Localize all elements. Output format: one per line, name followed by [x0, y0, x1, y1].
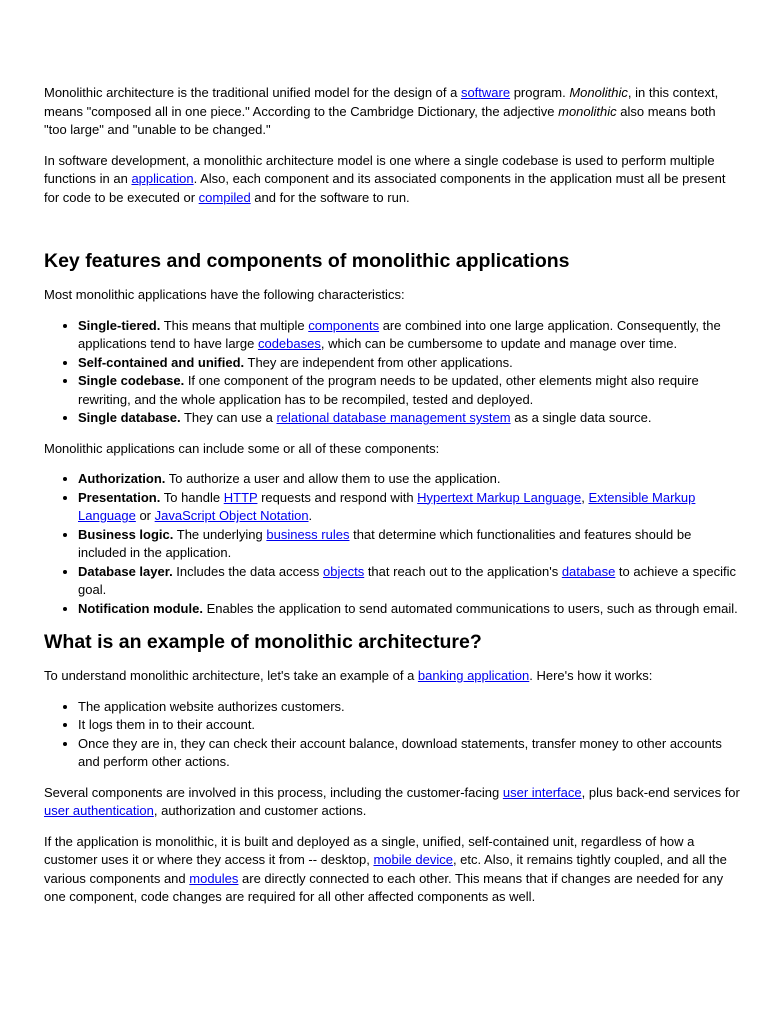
link-software[interactable]: software — [460, 85, 511, 100]
link-business-rules[interactable]: business rules — [266, 526, 350, 542]
link-mobile-device[interactable]: mobile device — [373, 852, 453, 867]
components-intro: Monolithic applications can include some or all of these components: — [44, 440, 440, 456]
example-paragraph-2: If the application is monolithic, it is built and deployed as a single, unified, self-contained unit, regardless of how a customer uses it or where they access it from -- desktop, mobile device, etc. Also, it remains tightly coupled, and all the various components and modules are directly connected to each other. This means that if changes are needed for any one component, code changes are required for all other affected components as well. — [44, 833, 727, 904]
link-codebases[interactable]: codebases — [257, 336, 321, 351]
section-heading-example: What is an example of monolithic architecture? — [44, 631, 482, 653]
list-item: • Business logic. The underlying business rules that determine which functionalities and features should be included in the application. — [78, 526, 740, 563]
components-list — [44, 470, 740, 618]
list-item: • Notification module. Enables the application to send automated communications to users, such as through email. — [78, 600, 740, 619]
list-item: • Single codebase. If one component of the program needs to be updated, other elements might also require rewriting, and the whole application has to be recompiled, tested and deployed. — [78, 372, 740, 409]
link-modules[interactable]: modules — [189, 870, 239, 886]
section-heading-key-features: Key features and components of monolithic applications — [44, 250, 570, 272]
link-html[interactable]: Hypertext Markup Language — [417, 489, 582, 505]
link-http[interactable]: HTTP — [223, 489, 258, 505]
list-item: • Self-contained and unified. They are independent from other applications. — [78, 354, 740, 373]
link-database[interactable]: database — [561, 563, 616, 579]
list-item: • Authorization. To authorize a user and allow them to use the application. — [78, 470, 740, 489]
list-item: • Presentation. To handle HTTP requests and respond with Hypertext Markup Language, Extensible Markup Language or JavaScript Object Notation. — [78, 489, 740, 526]
list-item: • It logs them in to their account. — [78, 716, 740, 735]
link-banking-application[interactable]: banking application — [417, 668, 530, 683]
article — [44, 84, 740, 919]
characteristics-list — [44, 317, 740, 428]
characteristics-intro: Most monolithic applications have the following characteristics: — [44, 287, 405, 302]
list-item: • Database layer. Includes the data access objects that reach out to the application's database to achieve a specific goal. — [78, 563, 740, 600]
link-user-interface[interactable]: user interface — [502, 784, 582, 800]
example-intro: To understand monolithic architecture, let's take an example of a banking application. Here's how it works: — [44, 668, 653, 683]
link-user-authentication[interactable]: user authentication — [44, 803, 154, 818]
link-objects[interactable]: objects — [323, 563, 365, 579]
link-xml[interactable]: Extensible Markup Language — [78, 489, 696, 523]
link-application[interactable]: application — [131, 171, 194, 186]
intro-paragraph-1: Monolithic architecture is the traditional unified model for the design of a software program. Monolithic, in this context, means "composed all in one piece." According to the Cambridge Dictionary, the adjective monolithic also means both "too large" and "unable to be changed." — [44, 85, 719, 137]
link-components[interactable]: components — [308, 317, 380, 333]
list-item: • Single database. They can use a relational database management system as a single data source. — [78, 409, 740, 428]
list-item: • Once they are in, they can check their account balance, download statements, transfer money to other accounts and perform other actions. — [78, 735, 740, 772]
intro-paragraph-2: In software development, a monolithic architecture model is one where a single codebase is used to perform multiple functions in an application. Also, each component and its associated components in the application must all be present for code to be executed or compiled and for the software to run. — [44, 152, 726, 205]
list-item: • The application website authorizes customers. — [78, 698, 740, 717]
example-paragraph-1: Several components are involved in this process, including the customer-facing user interface, plus back-end services for user authentication, authorization and customer actions. — [44, 784, 740, 818]
link-json[interactable]: JavaScript Object Notation — [154, 508, 309, 523]
example-steps-list — [44, 698, 740, 772]
link-compiled[interactable]: compiled — [198, 189, 251, 205]
list-item: • Single-tiered. This means that multiple components are combined into one large application. Consequently, the applications tend to have large codebases, which can be cumbersome to update and manage over time. — [78, 317, 740, 354]
spacer — [44, 219, 740, 249]
link-rdbms[interactable]: relational database management system — [276, 410, 511, 425]
